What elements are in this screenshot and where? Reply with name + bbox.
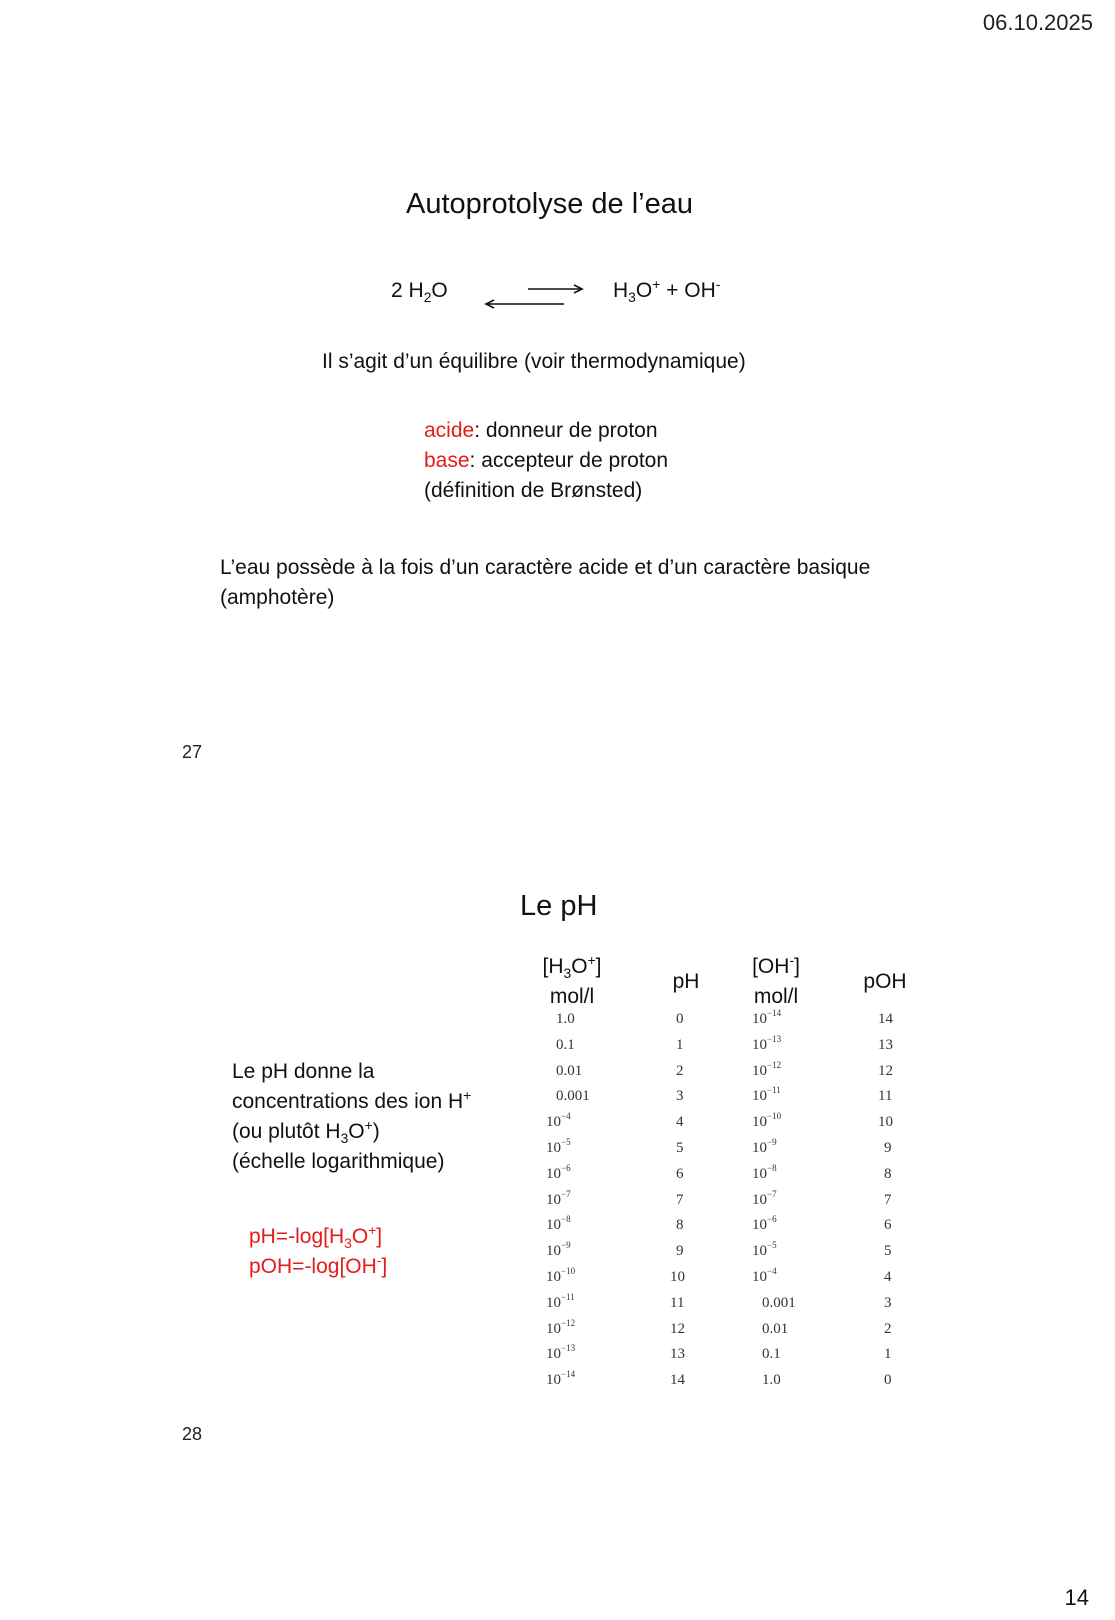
oh-head-a: [OH [752, 955, 790, 978]
h3o-head-b: O [571, 955, 588, 978]
acid-def-text: : donneur de proton [474, 419, 658, 442]
print-date: 06.10.2025 [982, 10, 1093, 35]
cell-poh [884, 1269, 892, 1286]
cell-poh [884, 1346, 892, 1363]
cell-oh [752, 1033, 782, 1054]
ph-desc-line-2-sup: + [463, 1087, 472, 1103]
cell-poh [884, 1166, 892, 1183]
cell-h3o-value: 10 [546, 1243, 561, 1260]
cell-h3o-exponent: −7 [561, 1188, 571, 1199]
base-def-text: : accepteur de proton [469, 449, 669, 472]
cell-poh-value: 6 [884, 1217, 892, 1234]
cell-oh [752, 1085, 781, 1105]
cell-h3o [546, 1188, 571, 1209]
cell-h3o [546, 1265, 576, 1286]
cell-oh [752, 1265, 777, 1286]
cell-h3o-value: 10 [546, 1217, 561, 1234]
cell-oh-value: 1.0 [762, 1372, 781, 1389]
ph-desc-line-4: (échelle logarithmique) [232, 1150, 445, 1173]
table-header-ph: pH [672, 970, 700, 993]
reactant-text-end: O [431, 279, 448, 302]
slide28-number: 28 [182, 1424, 203, 1444]
cell-ph-value: 14 [670, 1372, 685, 1389]
cell-poh [878, 1037, 893, 1054]
cell-ph [676, 1037, 684, 1054]
cell-oh-value: 10 [752, 1062, 767, 1079]
ph-desc-line-3-c: ) [372, 1120, 380, 1143]
cell-oh [762, 1372, 781, 1389]
cell-poh-value: 11 [878, 1088, 893, 1105]
product-text-a: H [613, 279, 629, 302]
cell-oh [752, 1188, 777, 1209]
cell-poh [878, 1088, 892, 1105]
h3o-head-sup: + [587, 952, 596, 968]
cell-oh [752, 1240, 777, 1260]
cell-h3o-exponent: −13 [561, 1343, 576, 1354]
cell-h3o-exponent: −4 [561, 1111, 571, 1121]
h3o-head-sub: 3 [563, 965, 572, 982]
h3o-head-a: [H [542, 955, 564, 978]
ph-desc-line-3-b: O [348, 1120, 365, 1143]
cell-oh [762, 1295, 796, 1312]
ph-desc-line-2-text: concentrations des ion H [232, 1090, 464, 1113]
product-superscript-plus: + [652, 276, 661, 292]
poh-formula-sup: - [376, 1252, 382, 1268]
cell-ph-value: 5 [676, 1140, 684, 1156]
cell-h3o-value: 10 [546, 1114, 561, 1131]
poh-formula-c: ] [381, 1255, 388, 1278]
cell-h3o [546, 1214, 571, 1234]
cell-ph [676, 1063, 684, 1080]
cell-poh-value: 1 [884, 1346, 892, 1363]
cell-oh [752, 1111, 782, 1131]
slide27-number: 27 [182, 742, 203, 762]
ph-desc-line-3-sup: + [364, 1117, 373, 1133]
cell-h3o [546, 1240, 571, 1260]
cell-poh [884, 1243, 892, 1260]
cell-poh-value: 14 [878, 1011, 893, 1027]
cell-ph-value: 7 [676, 1191, 684, 1208]
cell-oh-value: 0.1 [762, 1346, 781, 1363]
cell-h3o-value: 10 [546, 1269, 561, 1285]
cell-ph-value: 10 [670, 1269, 685, 1285]
cell-poh-value: 3 [884, 1294, 892, 1311]
cell-oh-exponent: −4 [767, 1265, 777, 1276]
slide28-title: Le pH [520, 890, 598, 922]
cell-poh [884, 1140, 892, 1157]
product-superscript-minus: - [715, 276, 721, 292]
cell-h3o [556, 1037, 575, 1054]
cell-h3o-value: 10 [546, 1294, 561, 1311]
cell-h3o [546, 1369, 576, 1389]
cell-oh-value: 10 [752, 1011, 767, 1027]
reactant-subscript: 2 [423, 289, 432, 306]
cell-ph [676, 1088, 684, 1105]
cell-h3o-value: 1.0 [556, 1011, 575, 1027]
cell-ph-value: 11 [670, 1294, 685, 1311]
cell-poh-value: 5 [884, 1243, 892, 1260]
cell-h3o-exponent: −9 [561, 1240, 571, 1250]
cell-h3o [546, 1291, 575, 1312]
cell-ph [670, 1346, 685, 1363]
cell-h3o-value: 10 [546, 1191, 561, 1208]
cell-h3o-value: 0.001 [556, 1088, 590, 1105]
ph-formula-b: O [351, 1225, 369, 1248]
bronsted-note: (définition de Brønsted) [424, 479, 643, 502]
cell-oh-value: 10 [752, 1036, 767, 1053]
cell-oh-exponent: −12 [767, 1059, 782, 1070]
cell-ph-value: 1 [676, 1036, 684, 1053]
cell-poh [884, 1295, 892, 1312]
cell-oh-exponent: −11 [767, 1085, 781, 1096]
cell-h3o-exponent: −6 [561, 1162, 571, 1173]
cell-poh-value: 7 [884, 1191, 892, 1208]
cell-h3o-exponent: −14 [561, 1369, 576, 1379]
ph-formula-c: ] [376, 1225, 383, 1248]
cell-oh [752, 1214, 777, 1234]
cell-poh [884, 1192, 892, 1209]
cell-h3o-exponent: −11 [561, 1291, 575, 1302]
cell-oh [752, 1162, 777, 1183]
cell-h3o [546, 1162, 571, 1183]
cell-h3o [556, 1011, 575, 1028]
cell-poh [884, 1217, 892, 1234]
cell-ph [670, 1321, 685, 1338]
cell-poh [878, 1063, 893, 1080]
cell-h3o-value: 10 [546, 1346, 561, 1363]
cell-oh-value: 10 [752, 1269, 767, 1285]
product-text-mid: O [635, 279, 653, 302]
cell-ph-value: 0 [676, 1011, 684, 1027]
equilibrium-text: Il s’agit d’un équilibre (voir thermodynamique) [322, 350, 746, 373]
amphoteric-line-1: L’eau possède à la fois d’un caractère acide et d’un caractère basique [220, 556, 871, 579]
cell-oh-exponent: −9 [767, 1136, 777, 1147]
reactant-text: 2 H [391, 279, 424, 302]
cell-ph-value: 8 [676, 1217, 684, 1234]
oh-head-c: ] [794, 955, 800, 978]
cell-oh-value: 10 [752, 1243, 767, 1260]
cell-ph [676, 1114, 684, 1131]
table-header-poh: pOH [863, 970, 907, 993]
cell-h3o [556, 1088, 590, 1105]
ph-formula-sub: 3 [344, 1235, 352, 1252]
cell-poh-value: 4 [884, 1269, 892, 1285]
cell-h3o-value: 10 [546, 1165, 561, 1182]
product-text-plus: + OH [660, 279, 716, 302]
cell-oh [762, 1346, 781, 1363]
ph-desc-line-1: Le pH donne la [232, 1060, 375, 1083]
cell-h3o-value: 10 [546, 1372, 561, 1389]
cell-oh [762, 1321, 788, 1338]
cell-ph-value: 6 [676, 1165, 684, 1182]
cell-h3o [546, 1343, 576, 1363]
slide27-title: Autoprotolyse de l’eau [406, 188, 693, 220]
cell-oh-value: 10 [752, 1217, 767, 1234]
cell-oh-value: 10 [752, 1191, 767, 1208]
cell-oh-value: 0.001 [762, 1294, 796, 1311]
table-header-oh-unit: mol/l [753, 985, 799, 1008]
cell-poh [878, 1114, 893, 1131]
cell-h3o-value: 0.01 [556, 1062, 583, 1079]
cell-ph [676, 1217, 684, 1234]
cell-oh-exponent: −7 [767, 1188, 777, 1199]
cell-oh-exponent: −14 [767, 1007, 782, 1018]
cell-poh-value: 10 [878, 1114, 893, 1131]
cell-h3o [546, 1317, 576, 1338]
cell-ph-value: 2 [676, 1062, 684, 1079]
amphoteric-line-2: (amphotère) [220, 586, 335, 609]
table-header-h3o-unit: mol/l [549, 985, 595, 1008]
cell-poh-value: 13 [878, 1036, 893, 1053]
cell-ph-value: 12 [670, 1320, 685, 1337]
cell-ph [676, 1192, 684, 1209]
cell-oh-value: 0.01 [762, 1320, 789, 1337]
h3o-head-c: ] [595, 955, 602, 978]
acid-term: acide [424, 419, 475, 442]
cell-ph [670, 1269, 685, 1286]
cell-ph [676, 1140, 684, 1157]
poh-formula-a: pOH=-log[OH [249, 1255, 377, 1278]
cell-h3o-exponent: −10 [561, 1265, 576, 1276]
base-term: base [424, 449, 470, 472]
ph-formula-a: pH=-log[H [249, 1225, 345, 1248]
cell-ph [676, 1011, 684, 1028]
cell-poh-value: 12 [878, 1062, 893, 1079]
cell-oh-value: 10 [752, 1114, 767, 1131]
cell-oh [752, 1059, 782, 1080]
product-subscript: 3 [628, 289, 636, 306]
cell-h3o-value: 10 [546, 1320, 561, 1337]
cell-ph [676, 1166, 684, 1183]
cell-ph-value: 13 [670, 1346, 685, 1363]
cell-ph-value: 4 [676, 1114, 684, 1131]
cell-poh [878, 1011, 893, 1028]
ph-desc-line-3-a: (ou plutôt H [232, 1120, 341, 1143]
oh-head-sup: - [789, 952, 795, 968]
cell-oh-exponent: −8 [767, 1162, 777, 1173]
cell-poh-value: 2 [884, 1320, 892, 1337]
cell-h3o [546, 1111, 571, 1131]
cell-h3o-exponent: −8 [561, 1214, 571, 1225]
cell-poh [884, 1321, 892, 1338]
cell-poh-value: 8 [884, 1165, 892, 1182]
page-number: 14 [1064, 1585, 1089, 1610]
cell-h3o [556, 1063, 582, 1080]
cell-oh [752, 1007, 782, 1028]
cell-poh [884, 1372, 892, 1389]
cell-h3o-value: 10 [546, 1140, 561, 1156]
ph-formula-sup: + [368, 1222, 377, 1238]
cell-ph [670, 1372, 685, 1389]
cell-oh-value: 10 [752, 1140, 767, 1156]
cell-h3o-value: 0.1 [556, 1036, 575, 1053]
cell-oh-value: 10 [752, 1088, 767, 1105]
cell-oh-value: 10 [752, 1165, 767, 1182]
cell-h3o-exponent: −12 [561, 1317, 576, 1328]
cell-ph-value: 9 [676, 1243, 684, 1260]
cell-ph-value: 3 [676, 1088, 684, 1105]
cell-poh-value: 9 [884, 1140, 892, 1156]
cell-oh-exponent: −5 [767, 1240, 777, 1250]
cell-oh-exponent: −6 [767, 1214, 777, 1225]
cell-ph [676, 1243, 684, 1260]
ph-desc-line-3-sub: 3 [340, 1130, 349, 1147]
cell-poh-value: 0 [884, 1372, 892, 1389]
cell-oh [752, 1136, 777, 1157]
cell-h3o-exponent: −5 [561, 1136, 571, 1147]
cell-h3o [546, 1136, 571, 1157]
cell-oh-exponent: −10 [767, 1111, 782, 1121]
cell-ph [670, 1295, 684, 1312]
cell-oh-exponent: −13 [767, 1033, 782, 1044]
